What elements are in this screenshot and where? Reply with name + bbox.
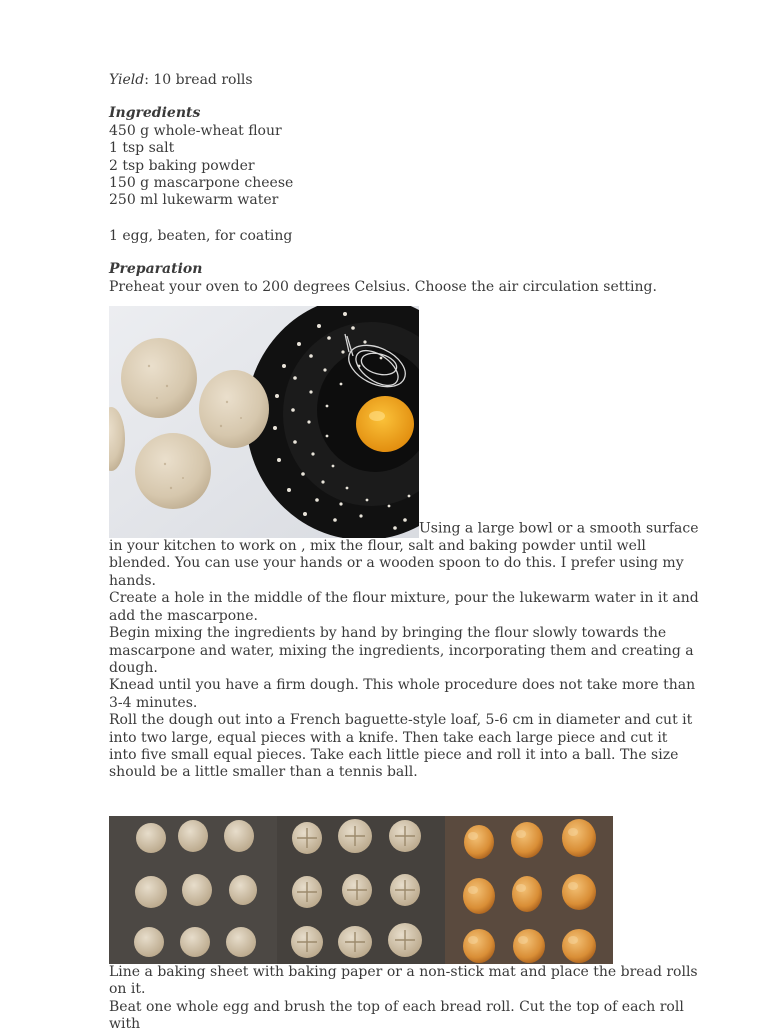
coating-line: 1 egg, beaten, for coating [109,227,293,244]
step-mix-text: Using a large bowl or a smooth surface in your kitchen to work on , mix the flour, salt and baking powder until well blended. You can use your hands or a wooden spoon to do this. I prefer using my hands. [109,520,699,589]
dough-balls-photo [109,306,419,538]
ingredient-item: 2 tsp baking powder [109,157,255,174]
yield-line [109,72,699,89]
yield-value: : 10 bread rolls [144,72,253,88]
bread-rolls-triptych-photo [109,816,613,964]
step-mix-paragraph [109,296,699,590]
preparation-intro: Preheat your oven to 200 degrees Celsius. Choose the air circulation setting. [109,278,657,295]
step-baking-sheet-paragraph: Line a baking sheet with baking paper or a non-stick mat and place the bread rolls on it. [109,963,698,998]
ingredient-item: 1 tsp salt [109,140,175,157]
step-egg-wash-paragraph: Beat one whole egg and brush the top of each bread roll. Cut the top of each roll with [109,998,684,1032]
ingredients-heading: Ingredients [109,105,201,122]
recipe-column [109,72,699,1033]
ingredient-item: 450 g whole-wheat flour [109,122,282,139]
yield-label: Yield [109,72,145,88]
step-hole-paragraph: Create a hole in the middle of the flour mixture, pour the lukewarm water in it and add the mascarpone. [109,590,699,624]
step-mixing-paragraph: Begin mixing the ingredients by hand by bringing the flour slowly towards the mascarpone and water, mixing the ingredients, incorporating them and creating a dough. [109,625,694,676]
preparation-heading: Preparation [109,261,203,278]
step-knead-paragraph: Knead until you have a firm dough. This whole procedure does not take more than 3-4 minutes. [109,677,696,711]
step-shape-paragraph: Roll the dough out into a French baguette-style loaf, 5-6 cm in diameter and cut it into two large, equal pieces with a knife. Then take each large piece and cut it into five small equal pieces. Take each little piece and roll it into a ball. The size should be a little smaller than a tennis ball. [109,712,693,781]
ingredient-item: 250 ml lukewarm water [109,192,279,209]
ingredient-item: 150 g mascarpone cheese [109,175,294,192]
